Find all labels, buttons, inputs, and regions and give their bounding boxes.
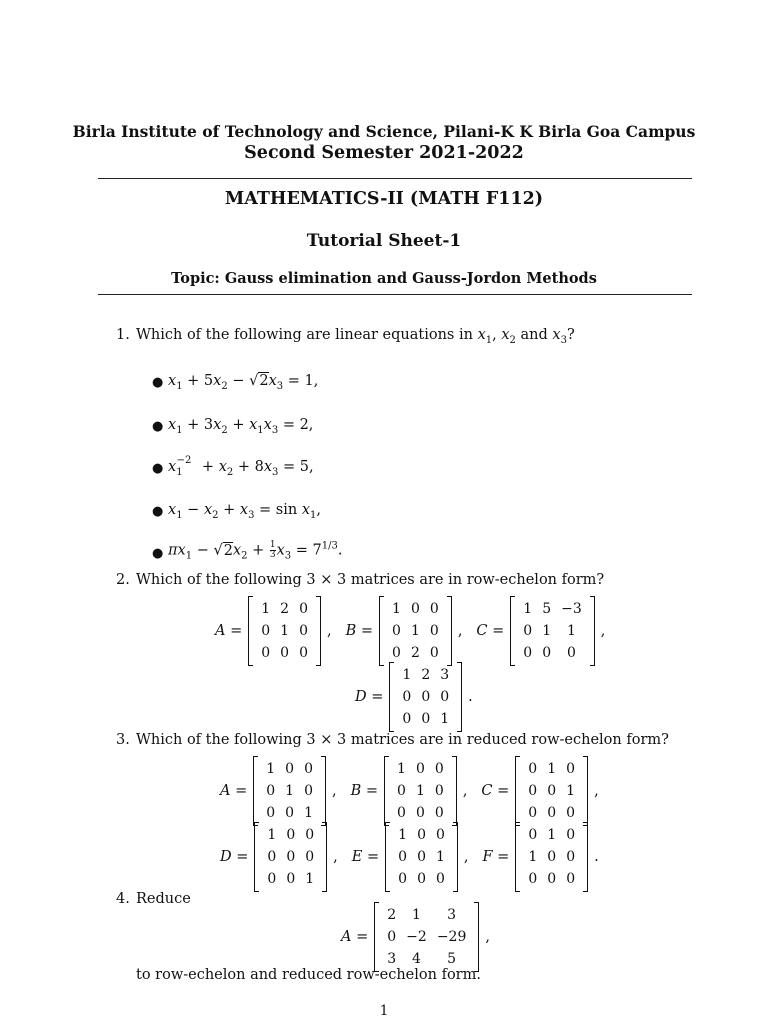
matrix-entry: 0 (542, 645, 552, 661)
matrix-entry: 0 (397, 805, 406, 821)
matrix-row (523, 868, 580, 890)
q2-matrix-c-label: C = (476, 623, 505, 639)
equation-4: $x_1 - x_2 + x_3 = \sin x_1$, (168, 502, 322, 521)
matrix-entry: 0 (435, 871, 445, 887)
equation-5: $\pi x_1 - √2x_2$ + $\frac{1}{3}$ $x_3 = 7^{1/3}$. (168, 540, 343, 562)
bottom-rule (98, 294, 692, 295)
left-bracket (379, 596, 384, 666)
q3-matrix-e-entries (393, 824, 450, 890)
matrix-row (262, 868, 319, 890)
q2-matrix-b-punct: , (457, 623, 463, 639)
right-bracket (583, 756, 588, 826)
matrix-entry: 1 (261, 601, 271, 617)
matrix-entry: 0 (261, 645, 271, 661)
matrix-row (518, 642, 586, 664)
matrix-entry: 0 (547, 871, 557, 887)
q2-matrix-d-brackets (389, 662, 462, 732)
q3-matrix-d-brackets (254, 822, 327, 892)
matrix-row (397, 708, 454, 730)
q3-matrix-e-label: E = (351, 849, 380, 865)
matrix-entry: 0 (528, 871, 538, 887)
matrix-entry: 0 (528, 827, 538, 843)
matrix-entry: 1 (440, 711, 450, 727)
matrix-row (387, 598, 444, 620)
matrix-entry: 0 (434, 761, 444, 777)
matrix-row (393, 846, 450, 868)
q1-text: Which of the following are linear equations in $x_1$, $x_2$ and $x_3$? (136, 327, 575, 346)
q3-matrix-row-2 (220, 822, 599, 892)
matrix-entry: 2 (421, 667, 431, 683)
matrix-row (256, 620, 313, 642)
matrix-entry: 0 (286, 871, 296, 887)
matrix-row (523, 780, 580, 802)
q3-matrix-f (483, 822, 599, 892)
left-bracket (515, 756, 520, 826)
matrix-row (262, 846, 319, 868)
q3-matrix-f-punct: . (594, 849, 599, 865)
matrix-entry: 0 (528, 805, 538, 821)
matrix-entry: 0 (417, 871, 426, 887)
matrix-entry: 1 (547, 761, 557, 777)
matrix-entry: 0 (567, 645, 576, 661)
right-bracket (583, 822, 588, 892)
q2-matrix-d-entries (397, 664, 454, 730)
q2-number: 2. (116, 572, 130, 588)
q3-matrix-e-brackets (385, 822, 458, 892)
q3-matrix-b-label: B = (350, 783, 379, 799)
left-bracket (374, 902, 379, 972)
left-bracket (385, 822, 390, 892)
bullet-2: ● (152, 419, 164, 434)
matrix-entry: 0 (547, 849, 557, 865)
q4-matrix-wrap (341, 902, 490, 972)
matrix-row (387, 642, 444, 664)
institution-name: Birla Institute of Technology and Science, Pilani-K K Birla Goa Campus (72, 122, 696, 141)
left-bracket (510, 596, 515, 666)
q2-matrix-a-label: A = (215, 623, 243, 639)
matrix-entry: 0 (440, 689, 450, 705)
matrix-entry: 1 (285, 783, 295, 799)
matrix-entry: 0 (523, 645, 533, 661)
matrix-entry: 0 (415, 805, 425, 821)
left-bracket (248, 596, 253, 666)
matrix-row (523, 846, 580, 868)
q3-matrix-d (220, 822, 338, 892)
q2-matrix-d-label: D = (355, 689, 384, 705)
matrix-entry: 0 (304, 783, 314, 799)
matrix-entry: 0 (392, 623, 401, 639)
matrix-entry: 0 (299, 645, 309, 661)
q3-matrix-b-entries (392, 758, 449, 824)
q3-matrix-c-punct: , (594, 783, 599, 799)
q3-matrix-c-brackets (515, 756, 588, 826)
matrix-entry: 1 (402, 667, 412, 683)
matrix-entry: 0 (417, 849, 426, 865)
q4-number: 4. (116, 891, 130, 907)
q4-matrix-a-entries (382, 904, 471, 970)
equation-2: $x_1 + 3x_2 + x_1x_3 = 2$, (168, 417, 314, 436)
matrix-row (261, 758, 318, 780)
q2-matrix-c (476, 596, 605, 666)
q3-matrix-d-label: D = (220, 849, 249, 865)
matrix-entry: 0 (566, 827, 576, 843)
matrix-entry: 0 (304, 761, 314, 777)
q3-matrix-f-brackets (515, 822, 588, 892)
matrix-row (382, 904, 471, 926)
matrix-row (256, 642, 313, 664)
q1-text-end: ? (566, 327, 575, 343)
matrix-entry: 0 (410, 601, 420, 617)
matrix-row (261, 802, 318, 824)
matrix-entry: 1 (566, 783, 576, 799)
matrix-row (392, 780, 449, 802)
q4-matrix-a-punct: , (485, 929, 490, 945)
matrix-entry: 1 (397, 761, 406, 777)
matrix-entry: 1 (523, 601, 533, 617)
matrix-entry: 2 (280, 601, 290, 617)
matrix-row (397, 686, 454, 708)
course-title: MATHEMATICS-II (MATH F112) (224, 189, 544, 209)
q3-matrix-a-brackets (253, 756, 326, 826)
q3-matrix-a-entries (261, 758, 318, 824)
matrix-entry: 1 (266, 761, 276, 777)
matrix-entry: 0 (266, 783, 276, 799)
matrix-row (392, 802, 449, 824)
q3-number: 3. (116, 732, 130, 748)
matrix-entry: 0 (299, 601, 309, 617)
right-bracket (453, 822, 458, 892)
q3-matrix-c-entries (523, 758, 580, 824)
right-bracket (457, 662, 462, 732)
q2-matrix-a-punct: , (327, 623, 332, 639)
matrix-entry: 0 (398, 871, 408, 887)
matrix-row (523, 824, 580, 846)
matrix-row (392, 758, 449, 780)
matrix-entry: 0 (547, 805, 557, 821)
matrix-entry: 1 (305, 871, 315, 887)
matrix-entry: 1 (267, 827, 277, 843)
matrix-entry: 3 (440, 667, 450, 683)
q3-matrix-e-punct: , (463, 849, 469, 865)
matrix-entry: 1 (392, 601, 401, 617)
q2-matrix-a (215, 596, 332, 666)
matrix-entry: 0 (429, 601, 439, 617)
right-bracket (316, 596, 321, 666)
q2-matrix-c-entries (518, 598, 586, 664)
bullet-1: ● (152, 375, 164, 390)
matrix-entry: 0 (528, 783, 538, 799)
q2-matrix-row-2 (355, 662, 473, 732)
matrix-entry: 0 (566, 805, 576, 821)
matrix-entry: 0 (415, 761, 425, 777)
q2-matrix-group-1 (215, 596, 605, 666)
matrix-entry: 0 (285, 761, 295, 777)
matrix-entry: 0 (566, 849, 576, 865)
matrix-entry: 0 (392, 645, 401, 661)
q2-matrix-a-brackets (248, 596, 321, 666)
q1-text-and: and (520, 327, 548, 343)
matrix-entry: 0 (402, 711, 412, 727)
matrix-entry: 2 (410, 645, 420, 661)
matrix-row (261, 780, 318, 802)
q3-matrix-e (352, 822, 469, 892)
matrix-entry: 1 (528, 849, 538, 865)
matrix-entry: 1 (412, 907, 421, 923)
q1-text-before: Which of the following are linear equations in (136, 327, 473, 343)
matrix-entry: 0 (434, 783, 444, 799)
matrix-row (523, 802, 580, 824)
q2-matrix-c-punct: , (600, 623, 606, 639)
matrix-entry: −29 (436, 929, 467, 945)
matrix-entry: 0 (261, 623, 271, 639)
q4-matrix-a-brackets (374, 902, 479, 972)
matrix-entry: 0 (566, 871, 576, 887)
q4-text: Reduce (136, 891, 191, 907)
matrix-entry: 0 (280, 645, 290, 661)
matrix-row (518, 598, 586, 620)
matrix-entry: 0 (305, 849, 315, 865)
q3-matrix-c-label: C = (481, 783, 510, 799)
q3-matrix-row-1 (220, 756, 599, 826)
q2-matrix-b (346, 596, 463, 666)
q3-matrix-f-label: F = (482, 849, 510, 865)
q2-matrix-c-brackets (510, 596, 594, 666)
matrix-entry: 0 (429, 623, 439, 639)
left-bracket (253, 756, 258, 826)
matrix-entry: 0 (267, 849, 277, 865)
matrix-entry: 0 (299, 623, 309, 639)
q4-matrix-a (341, 902, 490, 972)
matrix-entry: 0 (429, 645, 439, 661)
q2-matrix-b-brackets (379, 596, 452, 666)
top-rule (98, 178, 692, 179)
matrix-entry: 1 (398, 827, 408, 843)
matrix-entry: 0 (305, 827, 315, 843)
matrix-entry: 0 (547, 783, 557, 799)
matrix-entry: 0 (528, 761, 538, 777)
matrix-entry: 0 (398, 849, 408, 865)
matrix-entry: 3 (387, 951, 397, 967)
bullet-3: ● (152, 461, 164, 476)
matrix-entry: 4 (412, 951, 421, 967)
q1-number: 1. (116, 327, 130, 343)
q3-matrix-d-punct: , (333, 849, 338, 865)
q2-matrix-b-entries (387, 598, 444, 664)
matrix-entry: 0 (421, 689, 431, 705)
matrix-row (518, 620, 586, 642)
matrix-entry: −3 (561, 601, 582, 617)
matrix-entry: 0 (267, 871, 277, 887)
matrix-entry: 0 (421, 711, 431, 727)
q3-matrix-d-entries (262, 824, 319, 890)
q3-matrix-a (220, 756, 337, 826)
bullet-5: ● (152, 546, 164, 561)
matrix-entry: 0 (402, 689, 412, 705)
bullet-4: ● (152, 504, 164, 519)
right-bracket (590, 596, 595, 666)
matrix-entry: 2 (387, 907, 397, 923)
q3-matrix-f-entries (523, 824, 580, 890)
matrix-row (397, 664, 454, 686)
matrix-entry: 1 (567, 623, 576, 639)
matrix-row (262, 824, 319, 846)
matrix-entry: 0 (435, 827, 445, 843)
q3-matrix-b-brackets (384, 756, 457, 826)
left-bracket (384, 756, 389, 826)
page-number: 1 (379, 1003, 389, 1019)
right-bracket (321, 756, 326, 826)
q2-matrix-row-1 (215, 596, 605, 666)
left-bracket (254, 822, 259, 892)
matrix-entry: 3 (447, 907, 457, 923)
matrix-entry: 0 (434, 805, 444, 821)
matrix-entry: 0 (387, 929, 397, 945)
q3-matrix-b (351, 756, 468, 826)
matrix-entry: 0 (523, 623, 533, 639)
q2-matrix-a-entries (256, 598, 313, 664)
matrix-entry: −2 (406, 929, 427, 945)
right-bracket (474, 902, 479, 972)
right-bracket (447, 596, 452, 666)
q4-tail: to row-echelon and reduced row-echelon form. (136, 967, 481, 983)
matrix-entry: 0 (286, 827, 296, 843)
matrix-row (387, 620, 444, 642)
left-bracket (515, 822, 520, 892)
matrix-entry: 0 (566, 761, 576, 777)
matrix-row (393, 868, 450, 890)
matrix-entry: 0 (285, 805, 295, 821)
sheet-title: Tutorial Sheet-1 (306, 231, 462, 251)
equation-1: $x_1 + 5x_2 - √2x_3 = 1$, (168, 373, 319, 392)
q3-matrix-c (481, 756, 598, 826)
q2-text: Which of the following 3 × 3 matrices are in row-echelon form? (136, 572, 605, 588)
matrix-entry: 1 (410, 623, 420, 639)
right-bracket (322, 822, 327, 892)
q2-matrix-b-label: B = (345, 623, 374, 639)
matrix-row (393, 824, 450, 846)
matrix-entry: 0 (266, 805, 276, 821)
topic-line: Topic: Gauss elimination and Gauss-Jordon Methods (171, 270, 597, 287)
matrix-entry: 0 (397, 783, 406, 799)
matrix-entry: 0 (417, 827, 426, 843)
q3-text: Which of the following 3 × 3 matrices are in reduced row-echelon form? (136, 732, 669, 748)
matrix-entry: 1 (542, 623, 552, 639)
q3-matrix-b-punct: , (462, 783, 468, 799)
matrix-row (256, 598, 313, 620)
q2-matrix-d-punct: . (468, 689, 473, 705)
matrix-entry: 5 (447, 951, 457, 967)
equation-3: $x_1^{-2} + x_2 + 8x_3 = 5$, (168, 455, 314, 478)
left-bracket (389, 662, 394, 732)
matrix-row (382, 926, 471, 948)
matrix-entry: 1 (547, 827, 557, 843)
matrix-entry: 1 (280, 623, 290, 639)
matrix-entry: 1 (304, 805, 314, 821)
matrix-entry: 1 (415, 783, 425, 799)
right-bracket (452, 756, 457, 826)
q3-matrix-a-label: A = (220, 783, 248, 799)
q2-matrix-d (355, 662, 473, 732)
matrix-entry: 5 (542, 601, 552, 617)
q3-matrix-a-punct: , (332, 783, 337, 799)
matrix-entry: 1 (435, 849, 445, 865)
matrix-row (523, 758, 580, 780)
matrix-entry: 0 (286, 849, 296, 865)
semester-label: Second Semester 2021-2022 (244, 143, 524, 163)
q4-matrix-a-label: A = (341, 929, 369, 945)
